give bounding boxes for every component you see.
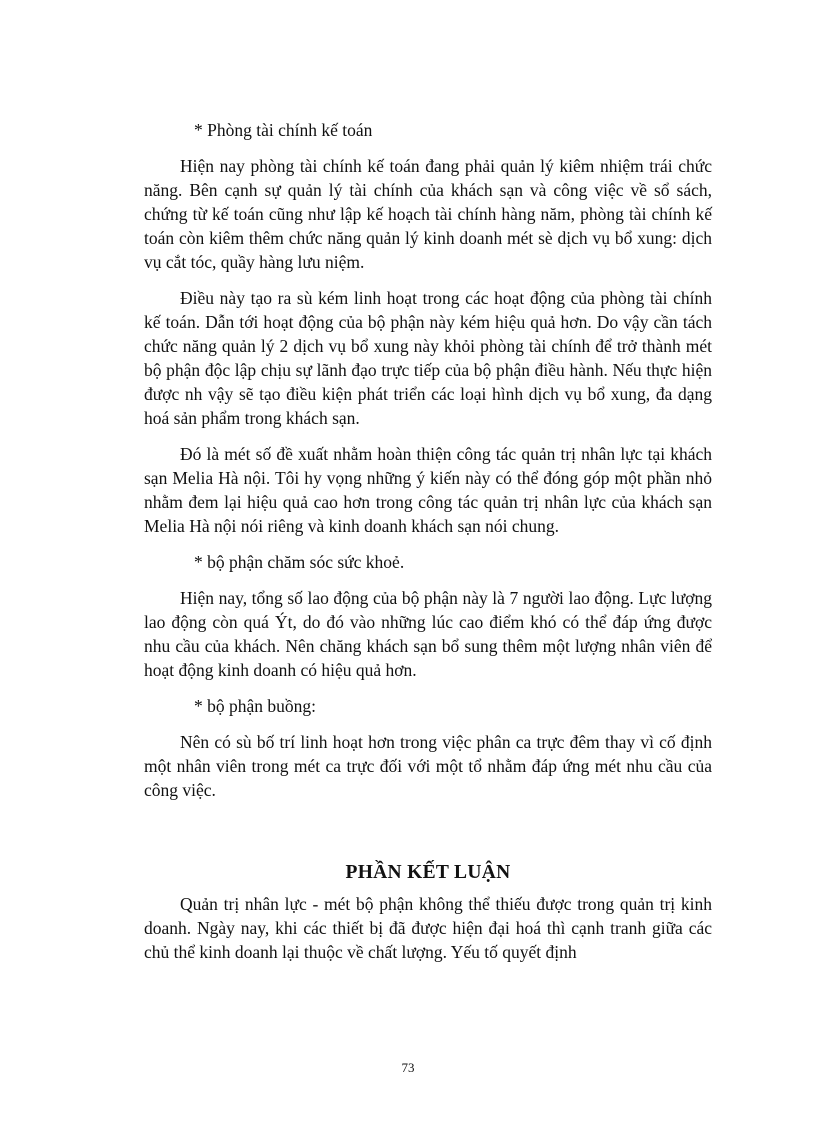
page-number: 73	[401, 1060, 415, 1075]
document-page	[144, 118, 712, 976]
conclusion-paragraph: Quản trị nhân lực - mét bộ phận không thể thiếu được trong quản trị kinh doanh. Ngày nay, khi các thiết bị đã được hiện đại hoá thì cạnh tranh giữa các chủ thể kinh doanh lại thuộc về chất lượng. Yếu tố quyết định	[144, 894, 712, 962]
housekeeping-paragraph: Nên có sù bố trí linh hoạt hơn trong việc phân ca trực đêm thay vì cố định một nhân viên trong mét ca trực đối với một tổ nhằm đáp ứng mét nhu cầu của công việc.	[144, 732, 712, 800]
health-heading: * bộ phận chăm sóc sức khoẻ.	[194, 552, 405, 572]
finance-paragraph-2: Điều này tạo ra sù kém linh hoạt trong các hoạt động của phòng tài chính kế toán. Dẫn tới hoạt động của bộ phận này kém hiệu quả hơn. Do vậy cần tách chức năng quản lý 2 dịch vụ bổ xung này khỏi phòng tài chính để trở thành mét bộ phận độc lập chịu sự lãnh đạo trực tiếp của bộ phận điều hành. Nếu thực hiện được nh vậy sẽ tạo điều kiện phát triển các loại hình dịch vụ bổ xung, đa dạng hoá sản phẩm trong khách sạn.	[144, 288, 712, 428]
finance-paragraph-1: Hiện nay phòng tài chính kế toán đang phải quản lý kiêm nhiệm trái chức năng. Bên cạnh sự quản lý tài chính của khách sạn và công việc về sổ sách, chứng từ kế toán cũng như lập kế hoạch tài chính hàng năm, phòng tài chính kế toán còn kiêm thêm chức năng quản lý kinh doanh mét sè dịch vụ bổ xung: dịch vụ cắt tóc, quầy hàng lưu niệm.	[144, 156, 712, 272]
finance-heading: * Phòng tài chính kế toán	[194, 120, 373, 140]
conclusion-title: PHẦN KẾT LUẬN	[345, 862, 511, 883]
housekeeping-heading: * bộ phận buồng:	[194, 696, 317, 716]
summary-paragraph: Đó là mét số đề xuất nhằm hoàn thiện công tác quản trị nhân lực tại khách sạn Melia Hà nội. Tôi hy vọng những ý kiến này có thể đóng góp một phần nhỏ nhằm đem lại hiệu quả cao hơn trong công tác quản trị nhân lực của khách sạn Melia Hà nội nói riêng và kinh doanh khách sạn nói chung.	[144, 444, 712, 536]
health-paragraph: Hiện nay, tổng số lao động của bộ phận này là 7 người lao động. Lực lượng lao động còn quá Ýt, do đó vào những lúc cao điểm khó có thể đáp ứng được nhu cầu của khách. Nên chăng khách sạn bổ sung thêm một lượng nhân viên để hoạt động kinh doanh có hiệu quả hơn.	[144, 588, 712, 680]
